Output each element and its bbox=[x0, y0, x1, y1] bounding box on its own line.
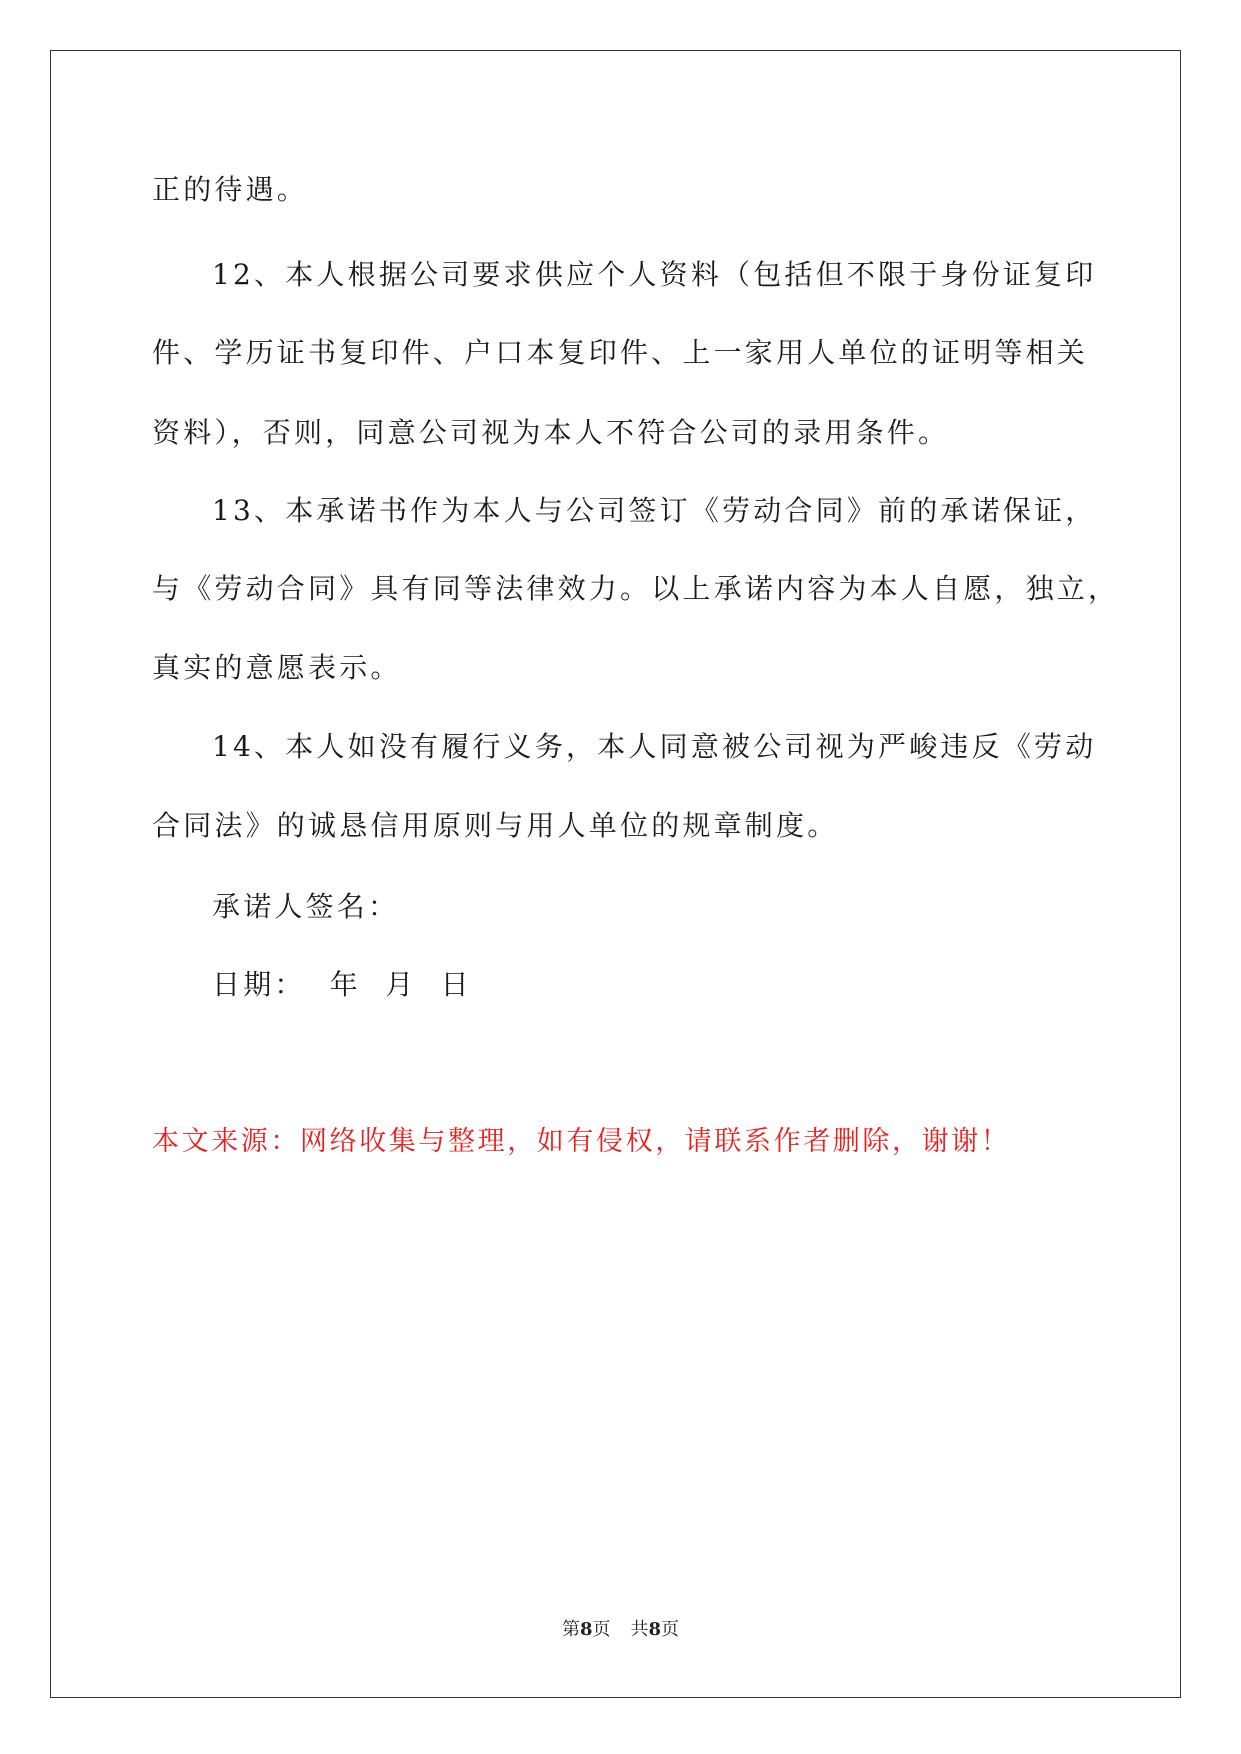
paragraph-12-line-2: 件、学历证书复印件、户口本复印件、上一家用人单位的证明等相关 bbox=[152, 336, 1089, 369]
signature-label: 承诺人签名： bbox=[212, 890, 400, 923]
paragraph-11-tail: 正的待遇。 bbox=[152, 173, 309, 206]
paragraph-13-line-1: 13、本承诺书作为本人与公司签订《劳动合同》前的承诺保证， bbox=[212, 494, 1097, 527]
paragraph-14-line-2: 合同法》的诚恳信用原则与用人单位的规章制度。 bbox=[152, 809, 839, 842]
date-label: 日期： 年 月 日 bbox=[212, 968, 472, 1001]
page-current: 8 bbox=[579, 1619, 593, 1640]
source-notice: 本文来源：网络收集与整理，如有侵权，请联系作者删除，谢谢！ bbox=[152, 1126, 1011, 1157]
paragraph-12-line-1: 12、本人根据公司要求供应个人资料（包括但不限于身份证复印 bbox=[212, 258, 1097, 291]
paragraph-12-line-3: 资料），否则，同意公司视为本人不符合公司的录用条件。 bbox=[152, 416, 950, 449]
paragraph-14-line-1: 14、本人如没有履行义务，本人同意被公司视为严峻违反《劳动 bbox=[212, 730, 1097, 763]
paragraph-13-line-2: 与《劳动合同》具有同等法律效力。以上承诺内容为本人自愿，独立， bbox=[152, 572, 1120, 605]
total-suffix: 页 bbox=[661, 1619, 680, 1640]
page-border bbox=[50, 50, 1181, 1698]
total-prefix: 共 bbox=[630, 1619, 649, 1640]
page-total: 8 bbox=[648, 1619, 662, 1640]
page-footer bbox=[0, 1618, 1241, 1642]
paragraph-13-line-3: 真实的意愿表示。 bbox=[152, 651, 402, 684]
page-prefix: 第 bbox=[561, 1619, 580, 1640]
page-suffix: 页 bbox=[592, 1619, 611, 1640]
